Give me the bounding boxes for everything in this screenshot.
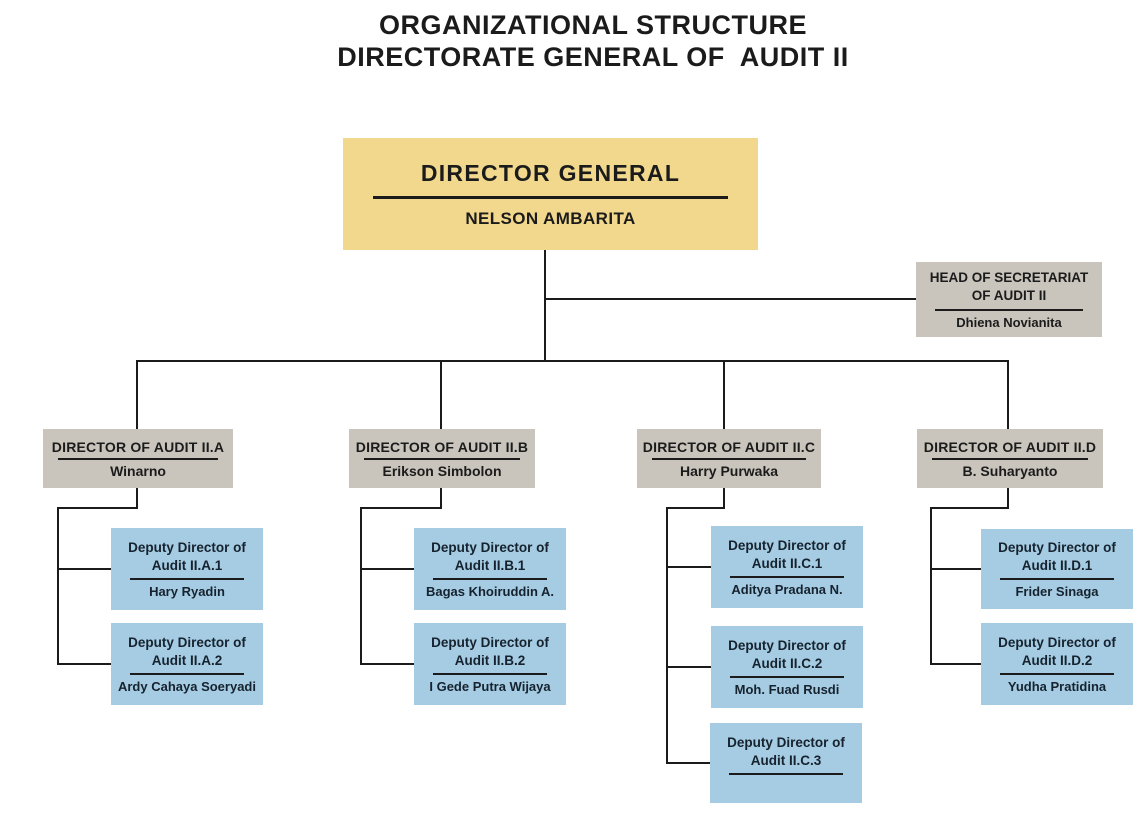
org-node-deputy-iid2 [981,623,1133,705]
connector-line [666,507,725,509]
connector-line [136,360,138,429]
connector-line [1007,488,1009,509]
role-title: DIRECTOR OF AUDIT II.A [51,438,225,455]
divider [130,673,245,675]
role-title: DIRECTOR OF AUDIT II.B [355,438,529,455]
person-name: I Gede Putra Wijaya [429,679,551,695]
divider [730,676,845,678]
title-line-2: DIRECTORATE GENERAL OF AUDIT II [337,42,849,72]
org-node-deputy-iia1 [111,528,263,610]
divider [935,309,1083,311]
org-node-deputy-iic3 [710,723,862,803]
role-title: Deputy Director of Audit II.B.2 [431,634,549,668]
connector-line [57,568,111,570]
role-title: Deputy Director of Audit II.C.3 [727,734,845,768]
title-line-1: ORGANIZATIONAL STRUCTURE [379,10,807,40]
connector-line [136,360,1009,362]
org-node-deputy-iic1 [711,526,863,608]
role-title: DIRECTOR OF AUDIT II.D [923,438,1097,455]
divider [729,773,844,775]
org-node-deputy-iib1 [414,528,566,610]
connector-line [723,360,725,429]
connector-line [360,507,442,509]
connector-line [930,507,932,665]
divider [730,576,845,578]
person-name: Yudha Pratidina [1007,679,1107,695]
connector-line [930,663,981,665]
org-node-director-iib [349,429,535,488]
role-title: HEAD OF SECRETARIAT OF AUDIT II [929,269,1089,303]
role-title: Deputy Director of Audit II.D.2 [998,634,1116,668]
org-node-deputy-iib2 [414,623,566,705]
connector-line [666,507,668,764]
person-name: Frider Sinaga [1015,584,1099,600]
org-node-secretariat [916,262,1102,337]
connector-line [723,488,725,509]
divider [1000,578,1115,580]
connector-line [930,507,1009,509]
connector-line [666,566,711,568]
divider [1000,673,1115,675]
page-title [40,9,1146,73]
divider [58,458,218,460]
org-node-deputy-iic2 [711,626,863,708]
divider [130,578,245,580]
person-name: Dhiena Novianita [956,315,1062,331]
role-title: Deputy Director of Audit II.C.2 [728,637,846,671]
role-title: Deputy Director of Audit II.D.1 [998,539,1116,573]
person-name: Bagas Khoiruddin A. [425,584,555,600]
connector-line [930,568,981,570]
role-title: Deputy Director of Audit II.C.1 [728,537,846,571]
divider [652,458,807,460]
person-name: Winarno [110,462,166,479]
connector-line [136,488,138,509]
role-title: Deputy Director of Audit II.A.1 [128,539,246,573]
divider [373,196,728,199]
divider [364,458,521,460]
person-name: B. Suharyanto [962,462,1058,479]
connector-line [360,507,362,665]
connector-line [360,663,414,665]
connector-line [440,360,442,429]
role-title: Deputy Director of Audit II.A.2 [128,634,246,668]
connector-line [57,507,59,665]
person-name: NELSON AMBARITA [465,208,636,228]
person-name: Ardy Cahaya Soeryadi [117,679,256,695]
org-node-deputy-iia2 [111,623,263,705]
person-name: Erikson Simbolon [382,462,502,479]
divider [433,578,548,580]
org-node-director-iia [43,429,233,488]
divider [932,458,1089,460]
role-title: DIRECTOR OF AUDIT II.C [642,438,816,455]
divider [433,673,548,675]
connector-line [544,250,546,362]
person-name: Harry Purwaka [679,462,779,479]
connector-line [440,488,442,509]
connector-line [57,663,111,665]
org-node-director-iic [637,429,821,488]
connector-line [360,568,414,570]
org-node-director-general [343,138,758,250]
person-name: Moh. Fuad Rusdi [734,682,840,698]
connector-line [1007,360,1009,429]
person-name: Aditya Pradana N. [731,582,843,598]
role-title: Deputy Director of Audit II.B.1 [431,539,549,573]
connector-line [545,298,916,300]
org-node-deputy-iid1 [981,529,1133,609]
connector-line [666,666,711,668]
connector-line [666,762,710,764]
person-name: Hary Ryadin [149,584,225,600]
org-node-director-iid [917,429,1103,488]
role-title: DIRECTOR GENERAL [420,159,681,186]
connector-line [57,507,138,509]
